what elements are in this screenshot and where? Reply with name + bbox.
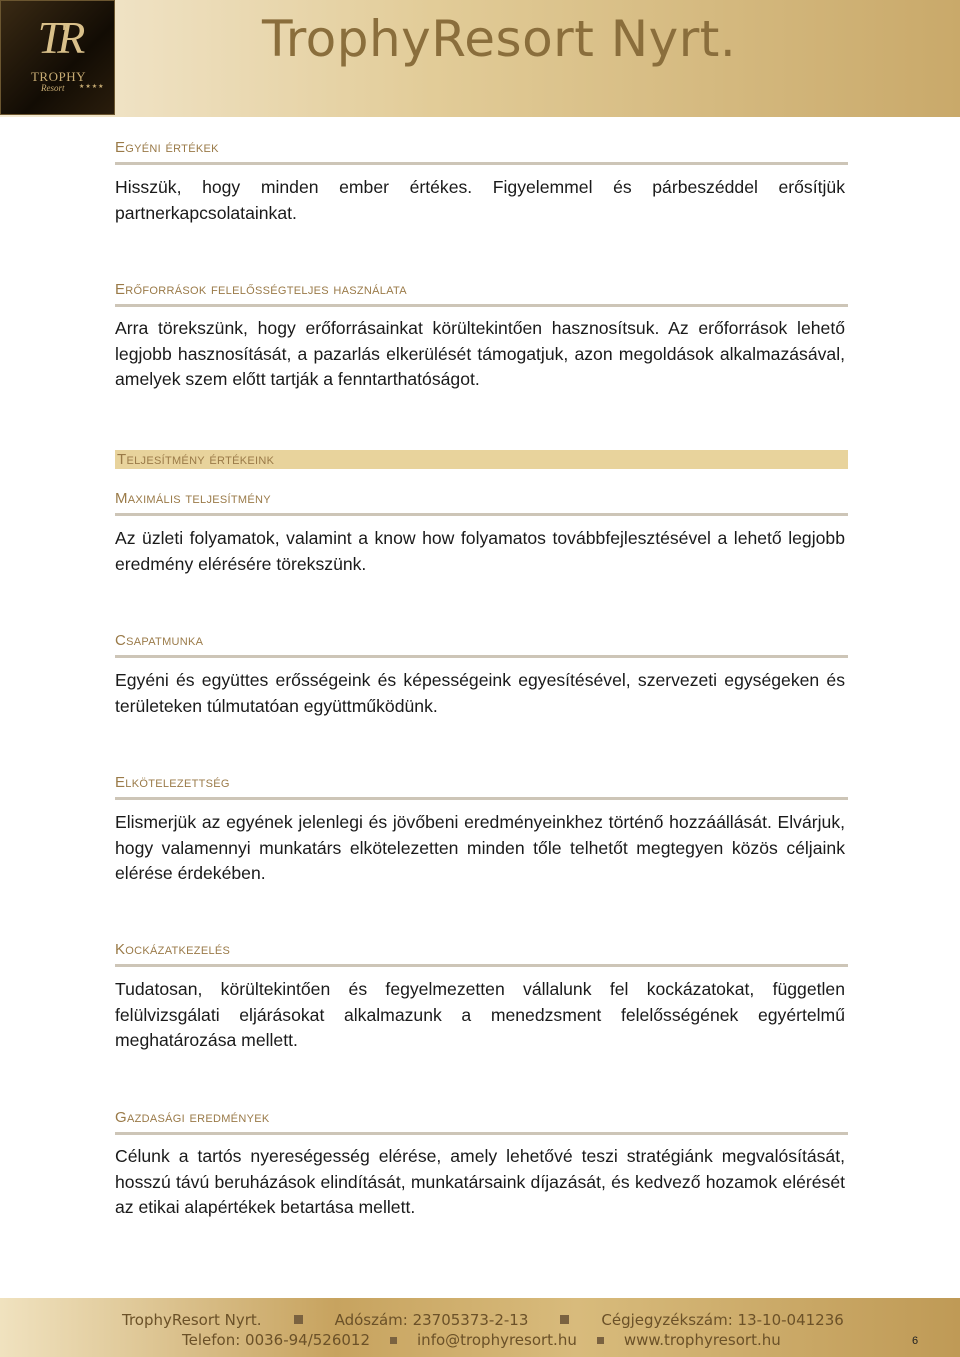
page-header (0, 0, 960, 117)
section-heading-eroforrasok: Erőforrások felelősségteljes használata (115, 281, 848, 307)
square-bullet-icon (597, 1337, 604, 1344)
footer-company: TrophyResort Nyrt. (122, 1311, 262, 1329)
section-heading-egyeni-ertekek: Egyéni értékek (115, 139, 848, 165)
company-title: TrophyResort Nyrt. (262, 10, 737, 68)
section-heading-maximalis-teljesitmeny: Maximális teljesítmény (115, 490, 848, 516)
section-text-csapatmunka: Egyéni és együttes erősségeink és képességeink egyesítésével, szervezeti egységeken és területeken túlmutatóan együttműködünk. (115, 670, 845, 716)
section-text-kockazatkezeles: Tudatosan, körültekintően és fegyelmezetten vállalunk fel kockázatokat, független felülvizsgálati eljárásokat alkalmazunk a menedzsment felelősségének egyértelmű meghatározása mellett. (115, 979, 845, 1050)
logo-sub: Resort (41, 83, 65, 93)
section-heading-elkotelezettseg: Elkötelezettség (115, 774, 848, 800)
section-text-maximalis-teljesitmeny: Az üzleti folyamatok, valamint a know how folyamatos továbbfejlesztésével a lehető legjobb eredmény elérésére törekszünk. (115, 528, 845, 574)
section-heading-kockazatkezeles: Kockázatkezelés (115, 941, 848, 967)
trophy-resort-logo (0, 0, 115, 115)
footer-tax-number: Adószám: 23705373-2-13 (334, 1311, 529, 1329)
section-text-gazdasagi-eredmenyek: Célunk a tartós nyereségesség elérése, amely lehetővé teszi stratégiánk megvalósítását, hosszú távú beruházások elindítását, munkatársaink díjazását, és kedvező hozamok elérését az etikai alapértékek betartása mellett. (115, 1146, 845, 1217)
footer-website-link[interactable]: www.trophyresort.hu (623, 1331, 781, 1349)
square-bullet-icon (294, 1315, 303, 1324)
square-bullet-icon (560, 1315, 569, 1324)
footer-phone: Telefon: 0036-94/526012 (182, 1331, 371, 1349)
section-text-elkotelezettseg: Elismerjük az egyének jelenlegi és jövőbeni eredményeinkhez történő hozzáállását. Elvárjuk, hogy valamennyi munkatárs elkötelezetten minden tőle telhetőt megtegyen közös céljaink elérése érdekében. (115, 812, 845, 883)
star-rating-icon: ★★★★ (79, 84, 105, 90)
section-heading-csapatmunka: Csapatmunka (115, 632, 848, 658)
footer-registry-number: Cégjegyzékszám: 13-10-041236 (601, 1311, 844, 1329)
logo-brand: TROPHY (30, 69, 86, 84)
footer-line-2 (182, 1331, 781, 1349)
footer-line-1 (122, 1311, 844, 1329)
square-bullet-icon (390, 1337, 397, 1344)
page-number: 6 (912, 1335, 919, 1347)
section-heading-teljesitmeny-ertekeink: Teljesítmény értékeink (115, 450, 848, 469)
page-footer (0, 1298, 960, 1357)
section-text-egyeni-ertekek: Hisszük, hogy minden ember értékes. Figyelemmel és párbeszéddel erősítjük partnerkapcsolatainkat. (115, 177, 845, 223)
footer-email-link[interactable]: info@trophyresort.hu (417, 1331, 577, 1349)
section-heading-gazdasagi-eredmenyek: Gazdasági eredmények (115, 1109, 848, 1135)
logo-monogram: TR (37, 12, 80, 63)
section-text-eroforrasok: Arra törekszünk, hogy erőforrásainkat körültekintően hasznosítsuk. Az erőforrások lehető legjobb hasznosítását, a pazarlás elkerülését támogatjuk, azon megoldások alkalmazásával, amelyek szem előtt tartják a fenntarthatóságot. (115, 318, 845, 389)
